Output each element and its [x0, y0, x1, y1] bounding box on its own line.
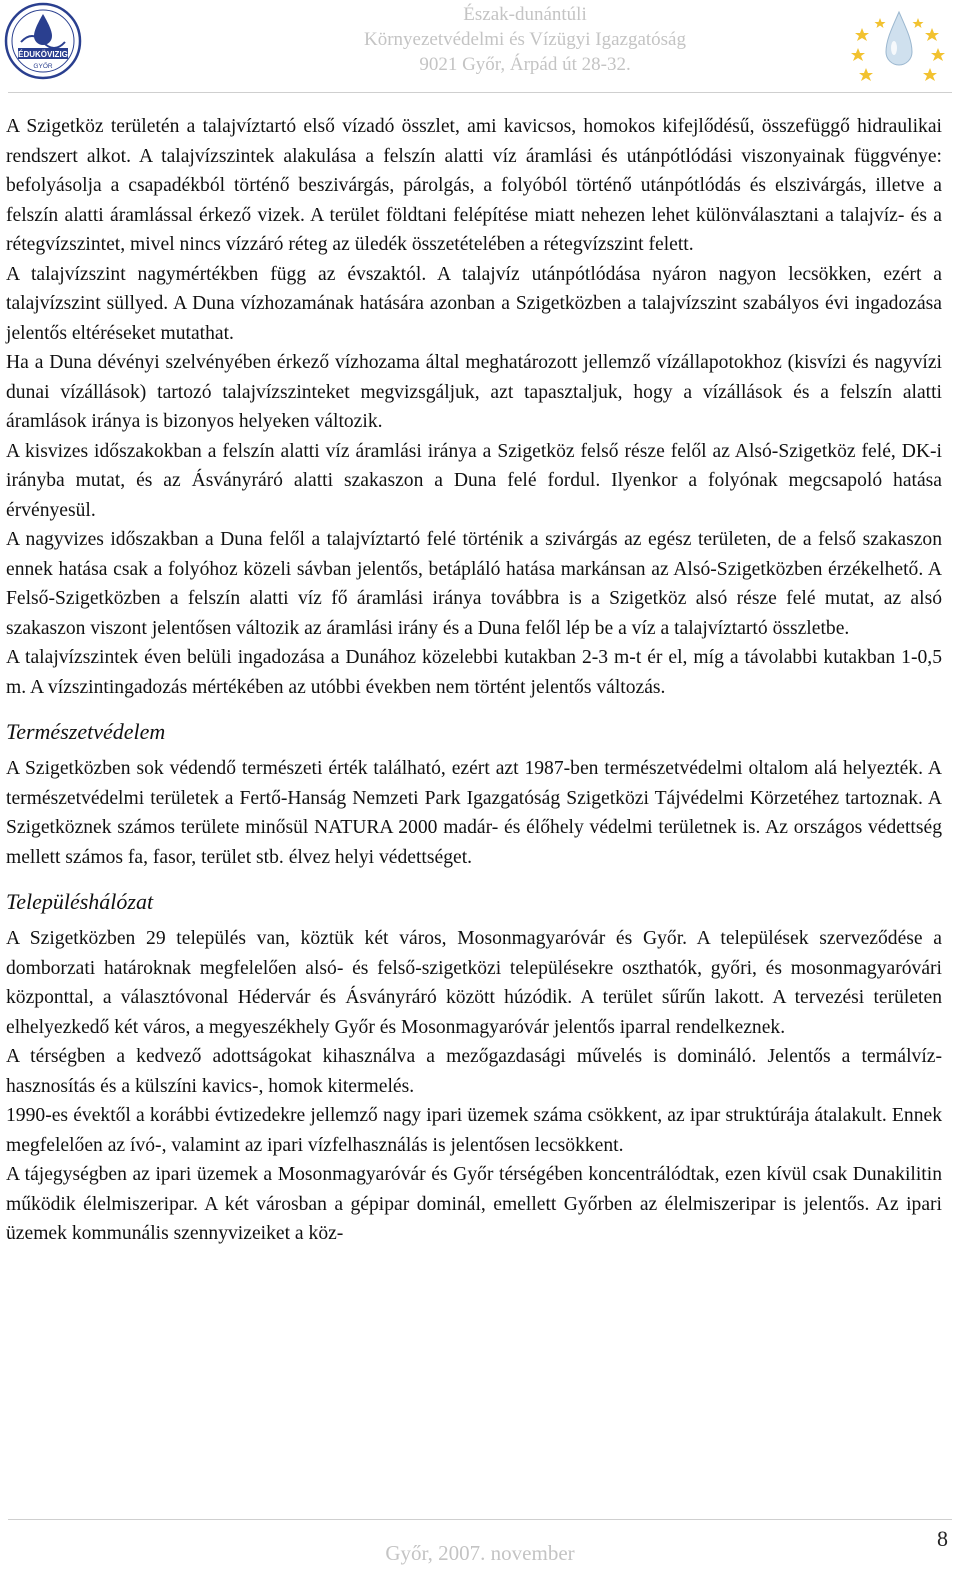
- paragraph-nature-conservation: A Szigetközben sok védendő természeti érték található, ezért azt 1987-ben természetvédelmi oltalom alá helyezték. A természetvédelmi területek a Fertő-Hanság Nemzeti Park Igazgatóság Szigetközi Tájvédelmi Körzetéhez tartoznak. A Szigetköznek számos területe minősül NATURA 2000 madár- és élőhely védelmi területnek is. Az országos védettség mellett számos fa, fasor, terület stb. élvez helyi védettséget.: [6, 758, 942, 868]
- eu-water-drop-icon: [848, 8, 950, 88]
- paragraph-groundwater-aquifer: A Szigetköz területén a talajvíztartó első vízadó összlet, ami kavicsos, homokos kifejlődésű, összefüggő hidraulikai rendszert alkot. A talajvízszintek alakulása a felszín alatti víz áramlási és utánpótlódási viszonyainak függvénye: befolyásolja a csapadékból történő beszivárgás, párolgás, a folyóból történő utánpótlódás és elszivárgás, illetve a felszín alatti áramlással érkező vizek. A terület földtani felépítése miatt nehezen lehet különválasztani a talajvíz- és a rétegvízszintet, mivel nincs vízzáró réteg az üledék összetételében a rétegvízszint felett.: [6, 116, 942, 255]
- header-address: 9021 Győr, Árpád út 28-32.: [419, 54, 631, 75]
- paragraph-settlements: A Szigetközben 29 település van, köztük két város, Mosonmagyaróvár és Győr. A települések szerveződése a domborzati határoknak megfelelően alsó- és felső-szigetközi településekre oszthatók, győri, és mosonmagyaróvári központtal, a választóvonal Hédervár és Ásványráró között húzódik. A terület sűrűn lakott. A tervezési területen elhelyezkedő két város, a megyeszékhely Győr és Mosonmagyaróvár jelentős iparral rendelkeznek.: [6, 928, 942, 1038]
- header-org-department: Környezetvédelmi és Vízügyi Igazgatóság: [363, 29, 686, 50]
- paragraph-high-water-periods: A nagyvizes időszakban a Duna felől a talajvíztartó felé történik a szivárgás az egész területen, de a felső szakaszon ennek hatása csak a folyóhoz közeli sávban jelentős, betápláló hatása markánsan az Alsó-Szigetközben érzékelhető. A Felső-Szigetközben a felszín alatti víz fő áramlási iránya továbbra is a Szigetköz alsó része felé mutat, az alsó szakaszon viszont jelentősen változik az áramlási irány és a Duna felől lép be a víz a talajvíztartó összletbe.: [6, 529, 942, 639]
- page-header: [0, 0, 960, 96]
- section-heading-settlement-network: Településhálózat: [6, 889, 154, 914]
- paragraph-annual-fluctuation: A talajvízszintek éven belüli ingadozása a Dunához közelebbi kutakban 2-3 m-t ér el, míg a távolabbi kutakban 1-0,5 m. A vízszintingadozás mértékében az utóbbi években nem történt jelentős változás.: [6, 647, 942, 698]
- header-organization: [340, 2, 710, 77]
- footer-divider: [8, 1519, 952, 1520]
- paragraph-seasonal-dependence: A talajvízszint nagymértékben függ az évszaktól. A talajvíz utánpótlódása nyáron nagyon lecsökken, ezért a talajvízszint süllyed. A Duna vízhozamának hatására azonban a Szigetközben a talajvízszint szabályos évi ingadozása jelentős eltéréseket mutathat.: [6, 263, 942, 344]
- paragraph-industry-change: 1990-es évektől a korábbi évtizedekre jellemző nagy ipari üzemek száma csökkent, az ipar struktúrája átalakult. Ennek megfelelően az ívó-, valamint az ipari vízfelhasználás is jelentősen lecsökkent.: [6, 1105, 942, 1156]
- edukovizig-logo: [4, 2, 82, 80]
- logo-city: GYŐR: [33, 63, 53, 70]
- logo-title: ÉDUKÖVIZIG: [18, 50, 68, 59]
- document-body: [6, 112, 942, 1249]
- paragraph-low-water-periods: A kisvizes időszakokban a felszín alatti víz áramlási iránya a Szigetköz felső része felől az Alsó-Szigetköz felé, DK-i irányba mutat, és az Ásványráró alatti szakaszon a Duna felé fordul. Ilyenkor a folyónak megcsapoló hatása érvényesül.: [6, 440, 942, 521]
- section-heading-nature-conservation: Természetvédelem: [6, 719, 166, 744]
- header-org-name: Észak-dunántúli: [463, 4, 587, 25]
- paragraph-agriculture: A térségben a kedvező adottságokat kihasználva a mezőgazdasági művelés is domináló. Jelentős a termálvíz-hasznosítás és a külszíni kavics-, homok kitermelés.: [6, 1046, 942, 1097]
- footer-place-date: Győr, 2007. november: [385, 1541, 575, 1565]
- paragraph-industrial-plants: A tájegységben az ipari üzemek a Mosonmagyaróvár és Győr térségében koncentrálódtak, ezen kívül csak Dunakilitin működik élelmiszeripar. A két városban a gépipar dominál, emellett Győrben az élelmiszeripar is jelentős. Az ipari üzemek kommunális szennyvizeiket a köz-: [6, 1164, 942, 1244]
- page-number: 8: [937, 1526, 948, 1551]
- header-divider: [8, 92, 952, 93]
- paragraph-water-regimes: Ha a Duna dévényi szelvényében érkező vízhozama által meghatározott jellemző vízállapotokhoz (kisvízi és nagyvízi dunai vízállások) tartozó talajvízszinteket megvizsgáljuk, azt tapasztaljuk, hogy a vízállások és a felszín alatti áramlások iránya is bizonyos helyeken változik.: [6, 352, 942, 432]
